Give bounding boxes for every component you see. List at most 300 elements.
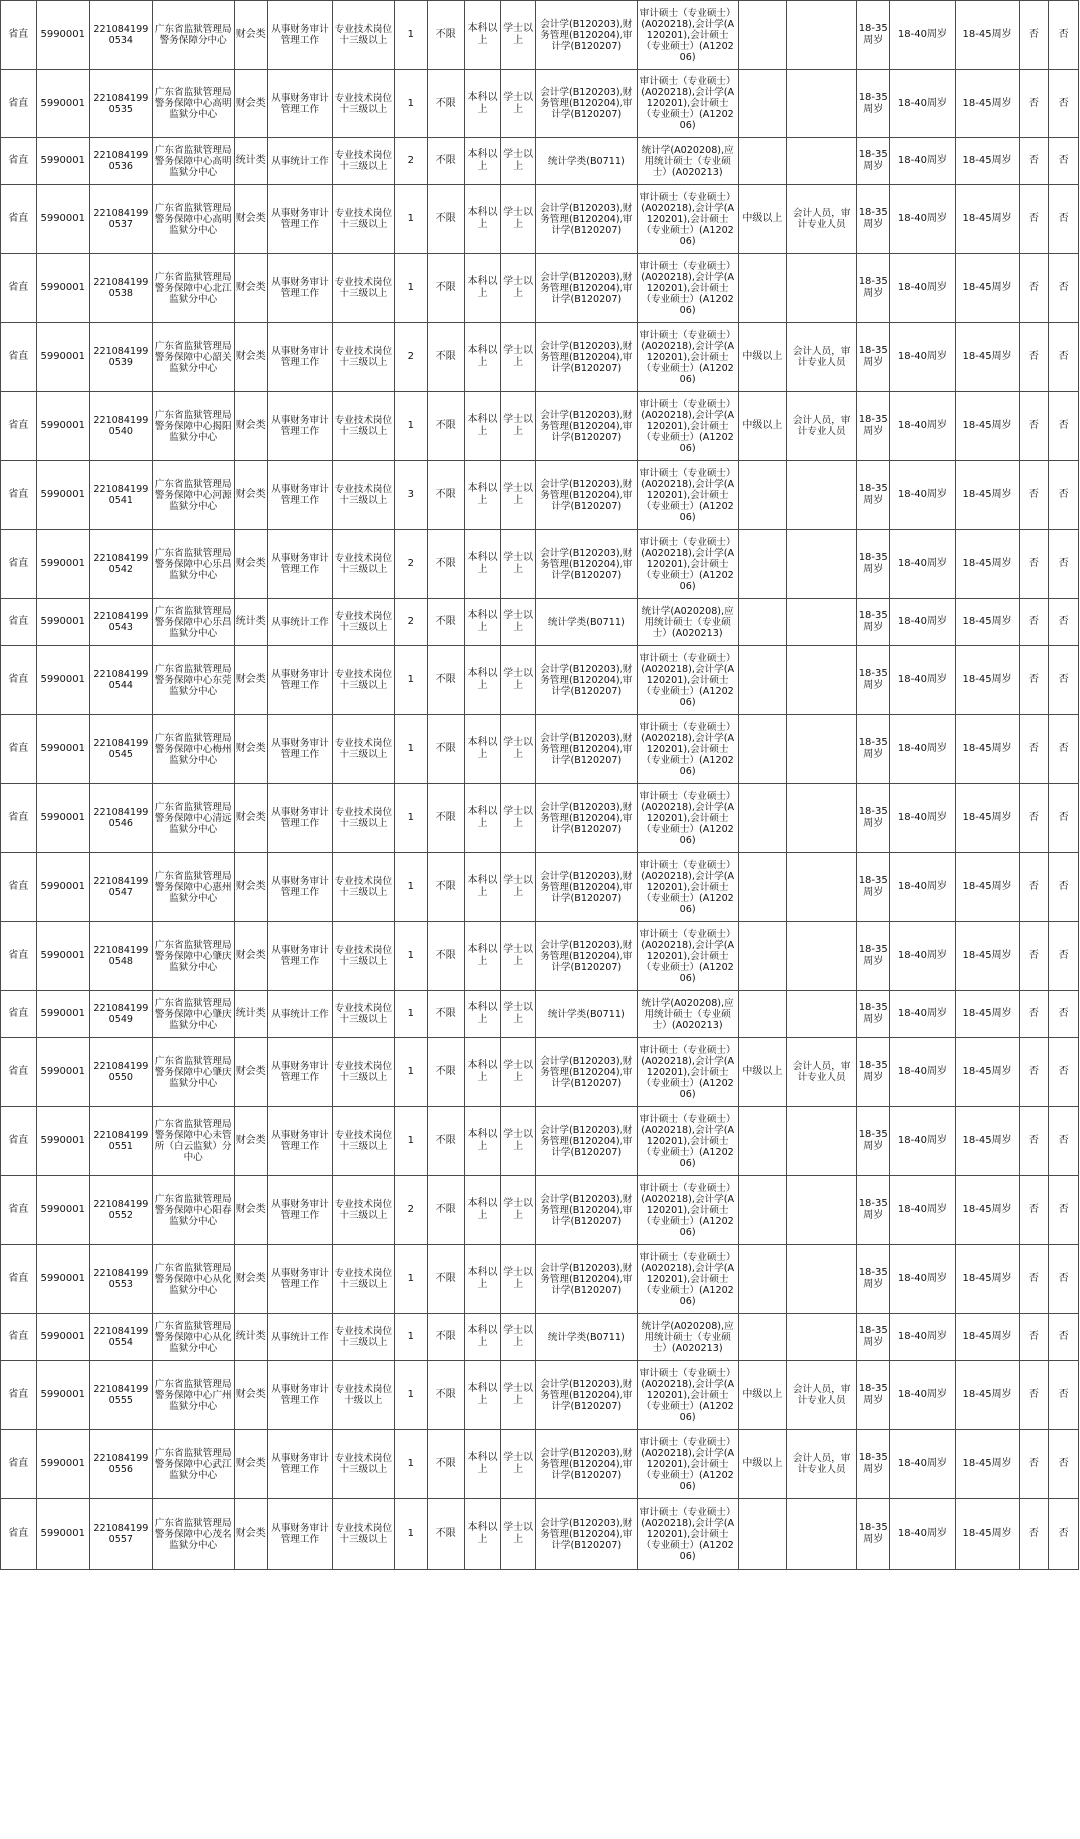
bachelor-major-cell: 统计学类(B0711) [535,991,637,1038]
employer-name-cell: 广东省监狱管理局警务保障中心梅州监狱分中心 [152,715,234,784]
employer-name-cell: 广东省监狱管理局警务保障中心茂名监狱分中心 [152,1499,234,1570]
title-level-cell [738,1314,787,1361]
table-row [1,1245,1079,1314]
employer-name-cell: 广东省监狱管理局警务保障中心武江监狱分中心 [152,1430,234,1499]
age-limit-b-cell: 18-40周岁 [890,1107,955,1176]
master-major-cell: 审计硕士（专业硕士）(A020218),会计学(A120201),会计硕士（专业硕士）(A120206) [637,1,738,70]
duties-cell: 从事统计工作 [267,138,332,185]
position-code-cell: 2210841990553 [89,1245,152,1314]
position-code-cell: 2210841990546 [89,784,152,853]
age-limit-b-cell: 18-40周岁 [890,70,955,138]
age-limit-c-cell: 18-45周岁 [955,461,1019,530]
flag-b-cell: 否 [1049,70,1079,138]
age-limit-a-cell: 18-35周岁 [857,185,890,254]
category-cell: 财会类 [234,1361,267,1430]
gender-cell: 不限 [427,1107,464,1176]
headcount-cell: 1 [394,784,427,853]
age-limit-a-cell: 18-35周岁 [857,254,890,323]
flag-a-cell: 否 [1019,461,1049,530]
bachelor-major-cell: 会计学(B120203),财务管理(B120204),审计学(B120207) [535,1361,637,1430]
title-level-cell: 中级以上 [738,323,787,392]
region-cell: 省直 [1,922,37,991]
title-level-cell [738,1499,787,1570]
bachelor-major-cell: 会计学(B120203),财务管理(B120204),审计学(B120207) [535,853,637,922]
unit-code-cell: 5990001 [36,1499,89,1570]
flag-b-cell: 否 [1049,1361,1079,1430]
position-code-cell: 2210841990555 [89,1361,152,1430]
education-cell: 本科以上 [464,392,501,461]
flag-b-cell: 否 [1049,991,1079,1038]
employer-name-cell: 广东省监狱管理局警务保障中心高明监狱分中心 [152,185,234,254]
unit-code-cell: 5990001 [36,1314,89,1361]
gender-cell: 不限 [427,323,464,392]
unit-code-cell: 5990001 [36,1430,89,1499]
unit-code-cell: 5990001 [36,392,89,461]
education-cell: 本科以上 [464,530,501,599]
bachelor-major-cell: 会计学(B120203),财务管理(B120204),审计学(B120207) [535,530,637,599]
region-cell: 省直 [1,254,37,323]
age-limit-b-cell: 18-40周岁 [890,1245,955,1314]
age-limit-a-cell: 18-35周岁 [857,1430,890,1499]
flag-b-cell: 否 [1049,1314,1079,1361]
category-cell: 财会类 [234,530,267,599]
age-limit-c-cell: 18-45周岁 [955,646,1019,715]
headcount-cell: 2 [394,1176,427,1245]
headcount-cell: 1 [394,1499,427,1570]
qualification-cell [787,1176,857,1245]
flag-a-cell: 否 [1019,1245,1049,1314]
headcount-cell: 1 [394,1038,427,1107]
region-cell: 省直 [1,599,37,646]
duties-cell: 从事财务审计管理工作 [267,1038,332,1107]
age-limit-b-cell: 18-40周岁 [890,1430,955,1499]
employer-name-cell: 广东省监狱管理局警务保障中心揭阳监狱分中心 [152,392,234,461]
region-cell: 省直 [1,853,37,922]
title-level-cell: 中级以上 [738,392,787,461]
duties-cell: 从事财务审计管理工作 [267,853,332,922]
master-major-cell: 审计硕士（专业硕士）(A020218),会计学(A120201),会计硕士（专业硕士）(A120206) [637,254,738,323]
gender-cell: 不限 [427,1176,464,1245]
age-limit-b-cell: 18-40周岁 [890,1176,955,1245]
qualification-cell [787,1,857,70]
employer-name-cell: 广东省监狱管理局警务保障中心未管所（白云监狱）分中心 [152,1107,234,1176]
education-cell: 本科以上 [464,784,501,853]
gender-cell: 不限 [427,646,464,715]
employer-name-cell: 广东省监狱管理局警务保障中心乐昌监狱分中心 [152,599,234,646]
region-cell: 省直 [1,1361,37,1430]
flag-b-cell: 否 [1049,646,1079,715]
age-limit-c-cell: 18-45周岁 [955,1499,1019,1570]
bachelor-major-cell: 统计学类(B0711) [535,138,637,185]
category-cell: 财会类 [234,1176,267,1245]
flag-a-cell: 否 [1019,1038,1049,1107]
age-limit-a-cell: 18-35周岁 [857,922,890,991]
unit-code-cell: 5990001 [36,646,89,715]
gender-cell: 不限 [427,1,464,70]
education-cell: 本科以上 [464,254,501,323]
employer-name-cell: 广东省监狱管理局警务保障中心广州监狱分中心 [152,1361,234,1430]
age-limit-c-cell: 18-45周岁 [955,922,1019,991]
age-limit-a-cell: 18-35周岁 [857,715,890,784]
post-level-cell: 专业技术岗位十三级以上 [333,784,395,853]
degree-cell: 学士以上 [501,646,535,715]
flag-b-cell: 否 [1049,853,1079,922]
education-cell: 本科以上 [464,922,501,991]
age-limit-a-cell: 18-35周岁 [857,1,890,70]
age-limit-a-cell: 18-35周岁 [857,70,890,138]
age-limit-c-cell: 18-45周岁 [955,599,1019,646]
employer-name-cell: 广东省监狱管理局警务保障中心肇庆监狱分中心 [152,991,234,1038]
flag-a-cell: 否 [1019,853,1049,922]
post-level-cell: 专业技术岗位十三级以上 [333,1245,395,1314]
duties-cell: 从事财务审计管理工作 [267,185,332,254]
master-major-cell: 审计硕士（专业硕士）(A020218),会计学(A120201),会计硕士（专业硕士）(A120206) [637,323,738,392]
age-limit-c-cell: 18-45周岁 [955,254,1019,323]
headcount-cell: 1 [394,254,427,323]
education-cell: 本科以上 [464,1,501,70]
master-major-cell: 审计硕士（专业硕士）(A020218),会计学(A120201),会计硕士（专业硕士）(A120206) [637,530,738,599]
bachelor-major-cell: 会计学(B120203),财务管理(B120204),审计学(B120207) [535,254,637,323]
degree-cell: 学士以上 [501,1176,535,1245]
post-level-cell: 专业技术岗位十三级以上 [333,185,395,254]
headcount-cell: 1 [394,392,427,461]
flag-a-cell: 否 [1019,599,1049,646]
degree-cell: 学士以上 [501,530,535,599]
category-cell: 财会类 [234,715,267,784]
flag-a-cell: 否 [1019,922,1049,991]
post-level-cell: 专业技术岗位十三级以上 [333,1,395,70]
category-cell: 财会类 [234,392,267,461]
category-cell: 财会类 [234,323,267,392]
degree-cell: 学士以上 [501,853,535,922]
flag-a-cell: 否 [1019,1107,1049,1176]
master-major-cell: 审计硕士（专业硕士）(A020218),会计学(A120201),会计硕士（专业硕士）(A120206) [637,1499,738,1570]
age-limit-b-cell: 18-40周岁 [890,715,955,784]
age-limit-c-cell: 18-45周岁 [955,530,1019,599]
master-major-cell: 审计硕士（专业硕士）(A020218),会计学(A120201),会计硕士（专业硕士）(A120206) [637,70,738,138]
headcount-cell: 1 [394,715,427,784]
region-cell: 省直 [1,70,37,138]
age-limit-c-cell: 18-45周岁 [955,1314,1019,1361]
employer-name-cell: 广东省监狱管理局警务保障中心清远监狱分中心 [152,784,234,853]
table-row [1,646,1079,715]
headcount-cell: 2 [394,599,427,646]
age-limit-a-cell: 18-35周岁 [857,1038,890,1107]
title-level-cell: 中级以上 [738,185,787,254]
age-limit-b-cell: 18-40周岁 [890,1038,955,1107]
title-level-cell: 中级以上 [738,1430,787,1499]
education-cell: 本科以上 [464,991,501,1038]
post-level-cell: 专业技术岗位十三级以上 [333,323,395,392]
title-level-cell [738,646,787,715]
employer-name-cell: 广东省监狱管理局警务保障中心阳春监狱分中心 [152,1176,234,1245]
position-code-cell: 2210841990548 [89,922,152,991]
qualification-cell: 会计人员，审计专业人员 [787,1430,857,1499]
duties-cell: 从事财务审计管理工作 [267,323,332,392]
education-cell: 本科以上 [464,323,501,392]
qualification-cell [787,922,857,991]
age-limit-a-cell: 18-35周岁 [857,138,890,185]
region-cell: 省直 [1,392,37,461]
region-cell: 省直 [1,1245,37,1314]
title-level-cell [738,715,787,784]
category-cell: 财会类 [234,70,267,138]
duties-cell: 从事财务审计管理工作 [267,254,332,323]
title-level-cell [738,784,787,853]
bachelor-major-cell: 会计学(B120203),财务管理(B120204),审计学(B120207) [535,1430,637,1499]
age-limit-a-cell: 18-35周岁 [857,530,890,599]
flag-b-cell: 否 [1049,138,1079,185]
headcount-cell: 1 [394,646,427,715]
qualification-cell [787,853,857,922]
duties-cell: 从事财务审计管理工作 [267,70,332,138]
unit-code-cell: 5990001 [36,1361,89,1430]
gender-cell: 不限 [427,70,464,138]
flag-b-cell: 否 [1049,922,1079,991]
age-limit-b-cell: 18-40周岁 [890,254,955,323]
table-row [1,254,1079,323]
master-major-cell: 审计硕士（专业硕士）(A020218),会计学(A120201),会计硕士（专业硕士）(A120206) [637,185,738,254]
title-level-cell [738,1176,787,1245]
title-level-cell [738,1,787,70]
education-cell: 本科以上 [464,138,501,185]
post-level-cell: 专业技术岗位十三级以上 [333,254,395,323]
employer-name-cell: 广东省监狱管理局警务保障中心东莞监狱分中心 [152,646,234,715]
headcount-cell: 2 [394,530,427,599]
degree-cell: 学士以上 [501,1245,535,1314]
age-limit-a-cell: 18-35周岁 [857,392,890,461]
headcount-cell: 2 [394,323,427,392]
degree-cell: 学士以上 [501,599,535,646]
qualification-cell [787,1314,857,1361]
age-limit-b-cell: 18-40周岁 [890,853,955,922]
headcount-cell: 1 [394,1107,427,1176]
age-limit-a-cell: 18-35周岁 [857,1107,890,1176]
degree-cell: 学士以上 [501,1107,535,1176]
position-code-cell: 2210841990540 [89,392,152,461]
table-row [1,1361,1079,1430]
position-code-cell: 2210841990534 [89,1,152,70]
unit-code-cell: 5990001 [36,1176,89,1245]
category-cell: 财会类 [234,254,267,323]
duties-cell: 从事财务审计管理工作 [267,1107,332,1176]
flag-b-cell: 否 [1049,461,1079,530]
post-level-cell: 专业技术岗位十级以上 [333,1361,395,1430]
headcount-cell: 1 [394,922,427,991]
education-cell: 本科以上 [464,1245,501,1314]
headcount-cell: 1 [394,1,427,70]
bachelor-major-cell: 会计学(B120203),财务管理(B120204),审计学(B120207) [535,1,637,70]
duties-cell: 从事财务审计管理工作 [267,1361,332,1430]
post-level-cell: 专业技术岗位十三级以上 [333,138,395,185]
degree-cell: 学士以上 [501,1430,535,1499]
position-code-cell: 2210841990550 [89,1038,152,1107]
qualification-cell [787,530,857,599]
degree-cell: 学士以上 [501,461,535,530]
gender-cell: 不限 [427,530,464,599]
table-row [1,1176,1079,1245]
position-code-cell: 2210841990551 [89,1107,152,1176]
qualification-cell: 会计人员，审计专业人员 [787,185,857,254]
bachelor-major-cell: 会计学(B120203),财务管理(B120204),审计学(B120207) [535,1499,637,1570]
unit-code-cell: 5990001 [36,254,89,323]
master-major-cell: 审计硕士（专业硕士）(A020218),会计学(A120201),会计硕士（专业硕士）(A120206) [637,1245,738,1314]
employer-name-cell: 广东省监狱管理局警务保障分中心 [152,1,234,70]
position-code-cell: 2210841990537 [89,185,152,254]
unit-code-cell: 5990001 [36,715,89,784]
age-limit-c-cell: 18-45周岁 [955,853,1019,922]
education-cell: 本科以上 [464,1499,501,1570]
bachelor-major-cell: 会计学(B120203),财务管理(B120204),审计学(B120207) [535,461,637,530]
flag-b-cell: 否 [1049,784,1079,853]
degree-cell: 学士以上 [501,1314,535,1361]
flag-a-cell: 否 [1019,1176,1049,1245]
age-limit-a-cell: 18-35周岁 [857,1499,890,1570]
region-cell: 省直 [1,1,37,70]
flag-a-cell: 否 [1019,1314,1049,1361]
position-code-cell: 2210841990549 [89,991,152,1038]
post-level-cell: 专业技术岗位十三级以上 [333,922,395,991]
duties-cell: 从事财务审计管理工作 [267,646,332,715]
degree-cell: 学士以上 [501,991,535,1038]
category-cell: 财会类 [234,461,267,530]
headcount-cell: 3 [394,461,427,530]
category-cell: 财会类 [234,1430,267,1499]
age-limit-b-cell: 18-40周岁 [890,1,955,70]
table-row [1,1107,1079,1176]
employer-name-cell: 广东省监狱管理局警务保障中心北江监狱分中心 [152,254,234,323]
gender-cell: 不限 [427,1245,464,1314]
age-limit-a-cell: 18-35周岁 [857,784,890,853]
master-major-cell: 统计学(A020208),应用统计硕士（专业硕士）(A020213) [637,599,738,646]
duties-cell: 从事财务审计管理工作 [267,530,332,599]
flag-a-cell: 否 [1019,323,1049,392]
duties-cell: 从事财务审计管理工作 [267,715,332,784]
bachelor-major-cell: 会计学(B120203),财务管理(B120204),审计学(B120207) [535,646,637,715]
flag-a-cell: 否 [1019,530,1049,599]
duties-cell: 从事统计工作 [267,599,332,646]
master-major-cell: 审计硕士（专业硕士）(A020218),会计学(A120201),会计硕士（专业硕士）(A120206) [637,392,738,461]
title-level-cell [738,138,787,185]
region-cell: 省直 [1,138,37,185]
age-limit-a-cell: 18-35周岁 [857,1314,890,1361]
age-limit-a-cell: 18-35周岁 [857,991,890,1038]
degree-cell: 学士以上 [501,138,535,185]
flag-b-cell: 否 [1049,185,1079,254]
qualification-cell [787,254,857,323]
master-major-cell: 统计学(A020208),应用统计硕士（专业硕士）(A020213) [637,991,738,1038]
age-limit-c-cell: 18-45周岁 [955,1,1019,70]
title-level-cell: 中级以上 [738,1361,787,1430]
headcount-cell: 2 [394,138,427,185]
gender-cell: 不限 [427,1499,464,1570]
education-cell: 本科以上 [464,185,501,254]
qualification-cell [787,715,857,784]
position-code-cell: 2210841990545 [89,715,152,784]
duties-cell: 从事财务审计管理工作 [267,784,332,853]
headcount-cell: 1 [394,853,427,922]
unit-code-cell: 5990001 [36,185,89,254]
flag-a-cell: 否 [1019,991,1049,1038]
age-limit-b-cell: 18-40周岁 [890,323,955,392]
master-major-cell: 审计硕士（专业硕士）(A020218),会计学(A120201),会计硕士（专业硕士）(A120206) [637,1107,738,1176]
degree-cell: 学士以上 [501,1,535,70]
unit-code-cell: 5990001 [36,323,89,392]
post-level-cell: 专业技术岗位十三级以上 [333,392,395,461]
master-major-cell: 统计学(A020208),应用统计硕士（专业硕士）(A020213) [637,1314,738,1361]
flag-a-cell: 否 [1019,1499,1049,1570]
age-limit-b-cell: 18-40周岁 [890,1499,955,1570]
unit-code-cell: 5990001 [36,1038,89,1107]
region-cell: 省直 [1,991,37,1038]
gender-cell: 不限 [427,1430,464,1499]
flag-a-cell: 否 [1019,715,1049,784]
category-cell: 财会类 [234,1107,267,1176]
category-cell: 统计类 [234,991,267,1038]
gender-cell: 不限 [427,922,464,991]
qualification-cell: 会计人员，审计专业人员 [787,323,857,392]
title-level-cell [738,1107,787,1176]
flag-b-cell: 否 [1049,715,1079,784]
age-limit-b-cell: 18-40周岁 [890,991,955,1038]
master-major-cell: 统计学(A020208),应用统计硕士（专业硕士）(A020213) [637,138,738,185]
category-cell: 财会类 [234,1038,267,1107]
region-cell: 省直 [1,1038,37,1107]
degree-cell: 学士以上 [501,392,535,461]
region-cell: 省直 [1,646,37,715]
unit-code-cell: 5990001 [36,599,89,646]
employer-name-cell: 广东省监狱管理局警务保障中心从化监狱分中心 [152,1245,234,1314]
age-limit-c-cell: 18-45周岁 [955,1107,1019,1176]
bachelor-major-cell: 会计学(B120203),财务管理(B120204),审计学(B120207) [535,922,637,991]
unit-code-cell: 5990001 [36,1245,89,1314]
region-cell: 省直 [1,1430,37,1499]
age-limit-b-cell: 18-40周岁 [890,185,955,254]
position-code-cell: 2210841990556 [89,1430,152,1499]
table-row [1,1430,1079,1499]
age-limit-c-cell: 18-45周岁 [955,1038,1019,1107]
table-row [1,185,1079,254]
duties-cell: 从事统计工作 [267,991,332,1038]
unit-code-cell: 5990001 [36,784,89,853]
position-code-cell: 2210841990543 [89,599,152,646]
employer-name-cell: 广东省监狱管理局警务保障中心惠州监狱分中心 [152,853,234,922]
table-body [1,1,1079,1570]
age-limit-a-cell: 18-35周岁 [857,1245,890,1314]
education-cell: 本科以上 [464,1314,501,1361]
title-level-cell [738,70,787,138]
position-code-cell: 2210841990547 [89,853,152,922]
unit-code-cell: 5990001 [36,530,89,599]
degree-cell: 学士以上 [501,922,535,991]
age-limit-c-cell: 18-45周岁 [955,392,1019,461]
age-limit-a-cell: 18-35周岁 [857,599,890,646]
table-row [1,70,1079,138]
category-cell: 统计类 [234,1314,267,1361]
age-limit-b-cell: 18-40周岁 [890,646,955,715]
table-row [1,1314,1079,1361]
unit-code-cell: 5990001 [36,1,89,70]
category-cell: 财会类 [234,853,267,922]
unit-code-cell: 5990001 [36,922,89,991]
flag-a-cell: 否 [1019,254,1049,323]
table-row [1,922,1079,991]
age-limit-c-cell: 18-45周岁 [955,991,1019,1038]
education-cell: 本科以上 [464,1176,501,1245]
region-cell: 省直 [1,1314,37,1361]
education-cell: 本科以上 [464,70,501,138]
table-row [1,853,1079,922]
